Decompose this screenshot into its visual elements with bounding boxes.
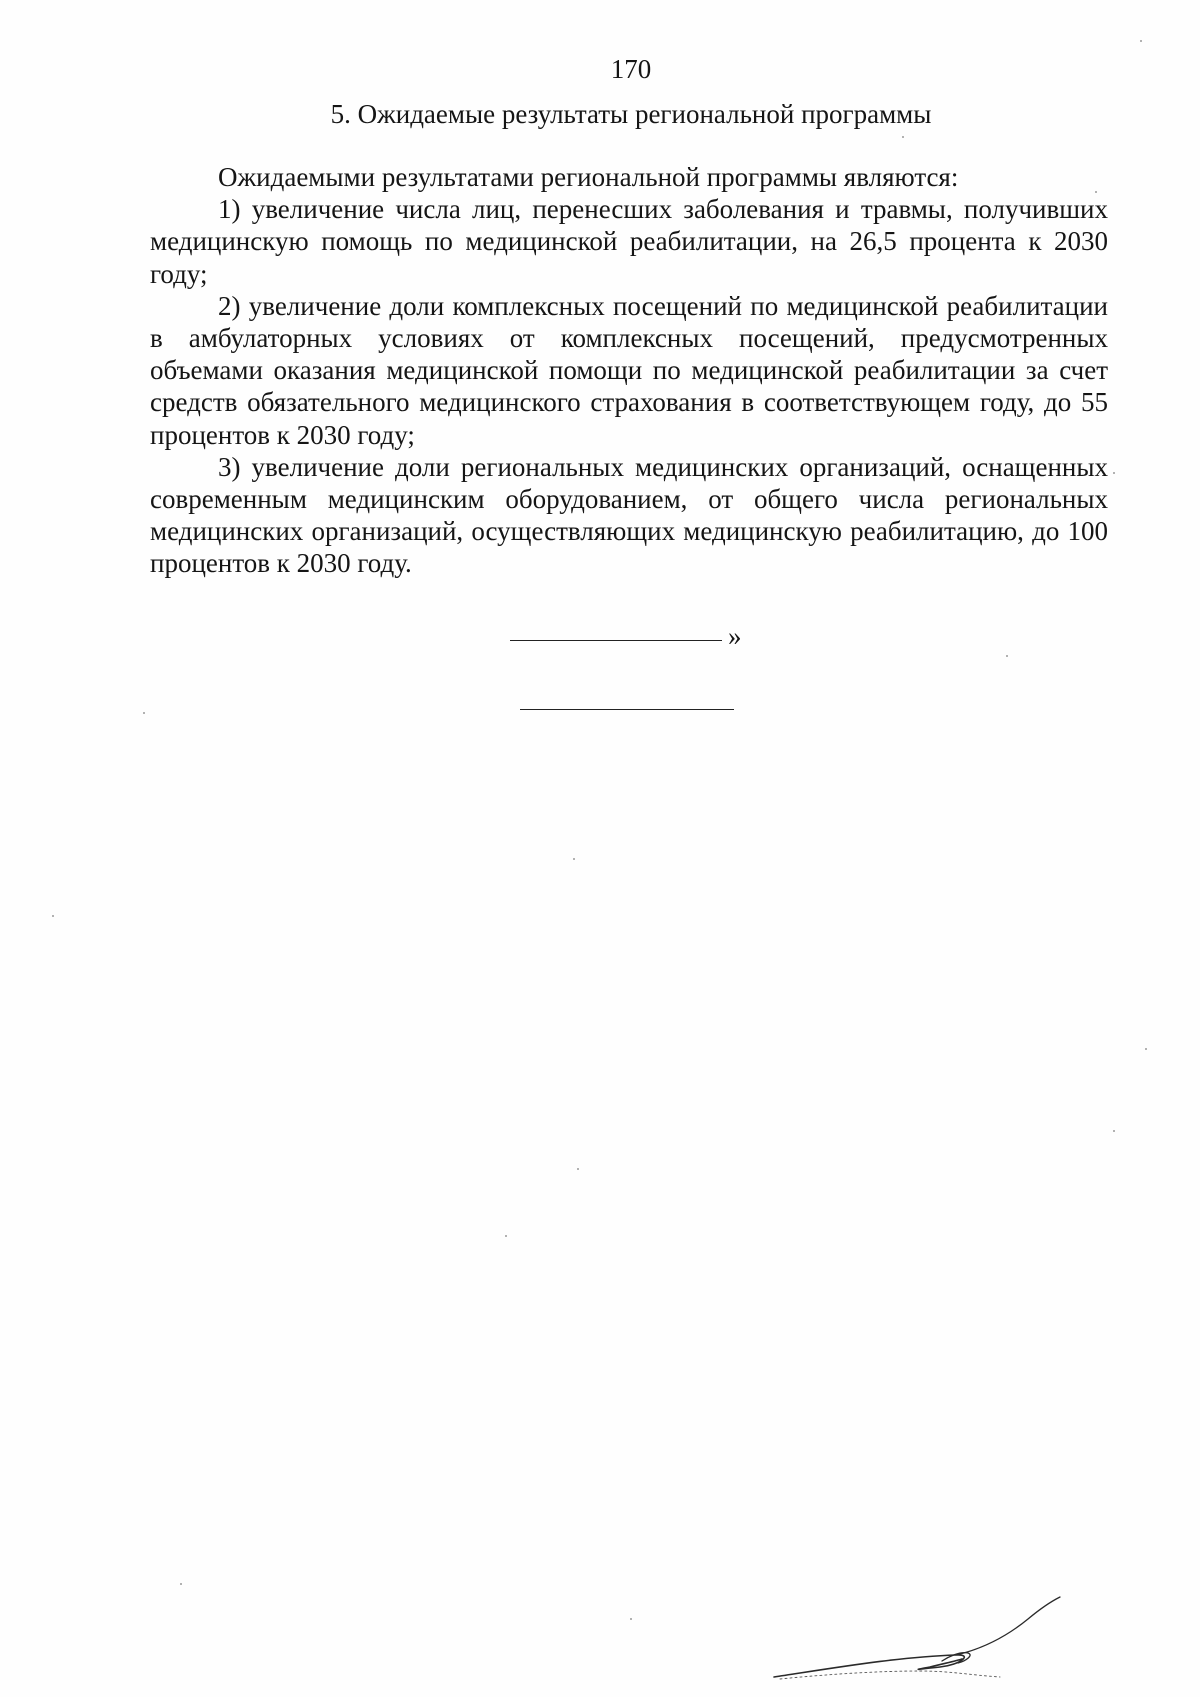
scan-speck: [1006, 655, 1008, 657]
result-item-3: 3) увеличение доли региональных медицинских организаций, оснащенных современным медицинским оборудованием, от общего числа региональных медицинских организаций, осуществляющих медицинскую реабилитацию, до 100 процентов к 2030 году.: [150, 451, 1108, 579]
end-of-document-rule: [520, 709, 734, 710]
scan-speck: [1095, 191, 1097, 193]
section-title: 5. Ожидаемые результаты региональной программы: [330, 99, 932, 129]
scan-speck: [1145, 1048, 1147, 1050]
scan-speck: [180, 1583, 182, 1585]
scan-speck: [52, 915, 54, 917]
document-body: [150, 161, 1108, 580]
intro-paragraph: Ожидаемыми результатами региональной программы являются:: [218, 162, 959, 192]
scan-speck: [902, 136, 904, 138]
closing-rule: [510, 640, 722, 641]
scan-speck: [630, 1618, 632, 1620]
scan-speck: [143, 712, 145, 714]
result-item-1: 1) увеличение числа лиц, перенесших заболевания и травмы, получивших медицинскую помощь по медицинской реабилитации, на 26,5 процента к 2030 году;: [150, 194, 1108, 289]
closing-quote-mark: »: [728, 621, 742, 651]
scan-speck: [573, 858, 575, 860]
handwritten-signature-icon: [770, 1595, 1070, 1685]
scan-speck: [1140, 40, 1142, 42]
page-number: 170: [610, 54, 652, 84]
scan-speck: [1113, 472, 1115, 474]
result-item-2: 2) увеличение доли комплексных посещений по медицинской реабилитации в амбулаторных условиях от комплексных посещений, предусмотренных объемами оказания медицинской помощи по медицинской реабилитации за счет средств обязательного медицинского страхования в соответствующем году, до 55 процентов к 2030 году;: [150, 290, 1108, 450]
scan-speck: [577, 1168, 579, 1170]
scan-speck: [505, 1235, 507, 1237]
scan-speck: [1113, 1130, 1115, 1132]
